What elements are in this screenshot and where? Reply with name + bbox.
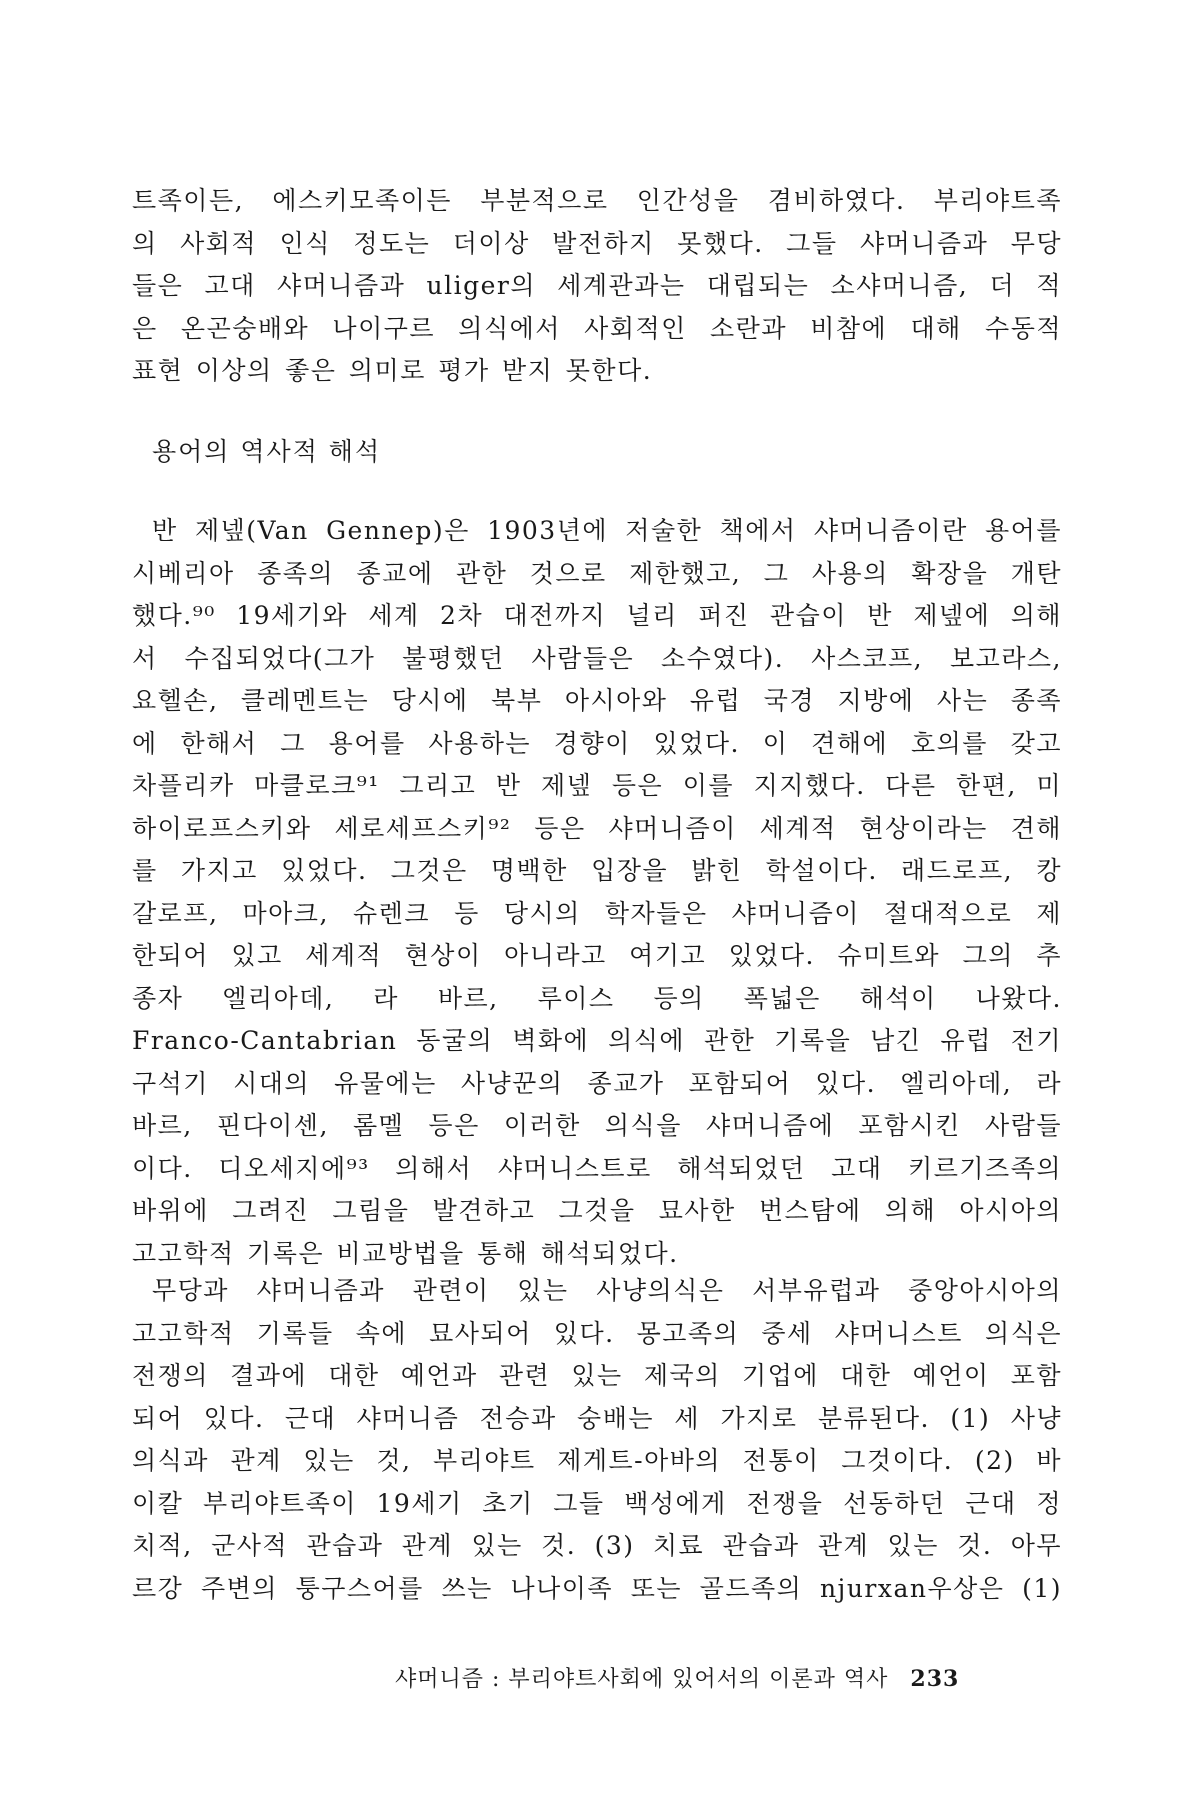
text-line: 르강 주변의 퉁구스어를 쓰는 나나이족 또는 골드족의 njurxan우상은 (1) <box>132 1573 1062 1603</box>
text-line: 전쟁의 결과에 대한 예언과 관련 있는 제국의 기업에 대한 예언이 포함 <box>132 1361 1062 1390</box>
text-line: 하이로프스키와 세로세프스키⁹² 등은 샤머니즘이 세계적 현상이라는 견해 <box>132 813 1062 843</box>
paragraph-2 <box>132 510 1062 1275</box>
text-line: 이칼 부리야트족이 19세기 초기 그들 백성에게 전쟁을 선동하던 근대 정 <box>132 1488 1062 1518</box>
text-line: 갈로프, 마아크, 슈렌크 등 당시의 학자들은 샤머니즘이 절대적으로 제 <box>132 898 1062 928</box>
text-line: 이다. 디오세지에⁹³ 의해서 샤머니스트로 해석되었던 고대 키르기즈족의 <box>132 1153 1062 1183</box>
text-line: 구석기 시대의 유물에는 사냥꾼의 종교가 포함되어 있다. 엘리아데, 라 <box>132 1068 1062 1098</box>
text-line: 되어 있다. 근대 샤머니즘 전승과 숭배는 세 가지로 분류된다. (1) 사냥 <box>132 1403 1062 1433</box>
text-line: Franco-Cantabrian 동굴의 벽화에 의식에 관한 기록을 남긴 유럽 전기 <box>132 1026 1062 1055</box>
text-line: 들은 고대 샤머니즘과 uliger의 세계관과는 대립되는 소샤머니즘, 더 적 <box>132 271 1062 300</box>
text-line: 의 사회적 인식 정도는 더이상 발전하지 못했다. 그들 샤머니즘과 무당 <box>132 228 1062 258</box>
text-line: 에 한해서 그 용어를 사용하는 경향이 있었다. 이 견해에 호의를 갖고 <box>132 728 1062 758</box>
text-line: 요헬손, 클레멘트는 당시에 북부 아시아와 유럽 국경 지방에 사는 종족 <box>132 686 1062 715</box>
text-line: 종자 엘리아데, 라 바르, 루이스 등의 폭넓은 해석이 나왔다. <box>132 983 1062 1013</box>
text-line: 한되어 있고 세계적 현상이 아니라고 여기고 있었다. 슈미트와 그의 추 <box>132 941 1062 970</box>
text-line: 무당과 샤머니즘과 관련이 있는 사냥의식은 서부유럽과 중앙아시아의 <box>152 1276 1062 1305</box>
text-line: 시베리아 종족의 종교에 관한 것으로 제한했고, 그 사용의 확장을 개탄 <box>132 558 1062 588</box>
text-line: 은 온곤숭배와 나이구르 의식에서 사회적인 소란과 비참에 대해 수동적 <box>132 313 1062 343</box>
page-number: 233 <box>910 1666 960 1692</box>
paragraph-3 <box>132 1270 1062 1610</box>
text-line: 고고학적 기록들 속에 묘사되어 있다. 몽고족의 중세 샤머니스트 의식은 <box>132 1318 1062 1348</box>
text-line: 표현 이상의 좋은 의미로 평가 받지 못한다. <box>132 356 653 385</box>
text-line: 바르, 핀다이센, 롬멜 등은 이러한 의식을 샤머니즘에 포함시킨 사람들 <box>132 1111 1062 1140</box>
text-line: 의식과 관계 있는 것, 부리야트 제게트-아바의 전통이 그것이다. (2) 바 <box>132 1446 1062 1475</box>
text-line: 를 가지고 있었다. 그것은 명백한 입장을 밝힌 학설이다. 래드로프, 캉 <box>132 856 1062 885</box>
text-line: 트족이든, 에스키모족이든 부분적으로 인간성을 겸비하였다. 부리야트족 <box>132 186 1062 215</box>
text-line: 바위에 그려진 그림을 발견하고 그것을 묘사한 번스탐에 의해 아시아의 <box>132 1196 1062 1225</box>
page-footer <box>395 1662 959 1693</box>
text-line: 고고학적 기록은 비교방법을 통해 해석되었다. <box>132 1238 679 1268</box>
paragraph-1 <box>132 180 1062 393</box>
running-title: 샤머니즘 : 부리야트사회에 있어서의 이론과 역사 <box>395 1667 889 1692</box>
text-line: 차플리카 마클로크⁹¹ 그리고 반 제넾 등은 이를 지지했다. 다른 한편, 미 <box>132 771 1062 800</box>
text-line: 했다.⁹⁰ 19세기와 세계 2차 대전까지 널리 퍼진 관습이 반 제넾에 의해 <box>132 601 1062 630</box>
text-line: 서 수집되었다(그가 불평했던 사람들은 소수였다). 사스코프, 보고라스, <box>132 643 1062 673</box>
text-line: 반 제넾(Van Gennep)은 1903년에 저술한 책에서 샤머니즘이란 용어를 <box>152 516 1062 545</box>
text-line: 치적, 군사적 관습과 관계 있는 것. (3) 치료 관습과 관계 있는 것. 아무 <box>132 1531 1062 1560</box>
section-heading: 용어의 역사적 해석 <box>152 437 382 466</box>
